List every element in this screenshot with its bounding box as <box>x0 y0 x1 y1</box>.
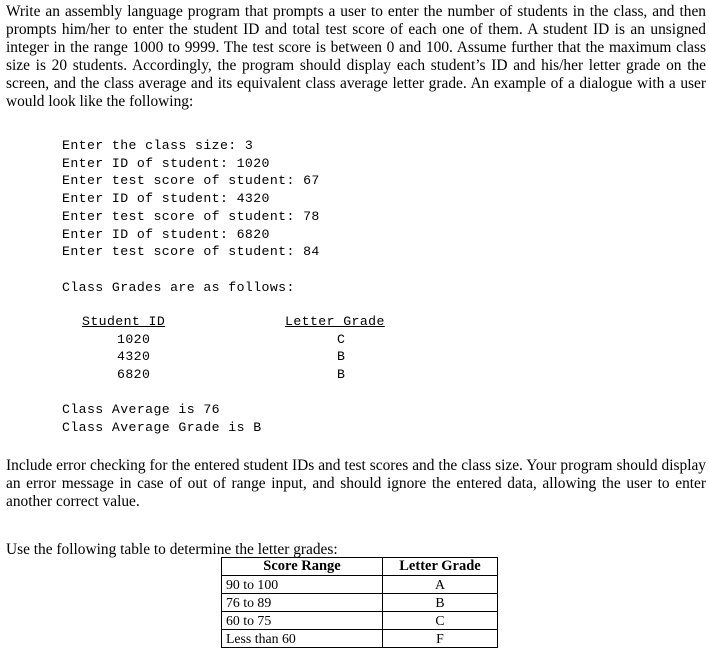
letter-grade-cell: B <box>337 367 346 383</box>
sample-dialogue <box>62 137 320 261</box>
intro-paragraph: Write an assembly language program that prompts a user to enter the number of students in the class, and then prompts him/her to enter the student ID and total test score of each one of them. A student ID is an unsigned integer in the range 1000 to 9999. The test score is between 0 and 100. Assume further that the maximum class size is 20 students. Accordingly, the program should display each student’s ID and his/her letter grade on the screen, and the class average and its equivalent class average letter grade. An example of a dialogue with a user would look like the following: <box>6 3 706 110</box>
class-average-grade-line: Class Average Grade is B <box>62 419 262 435</box>
dialogue-line: Enter test score of student: 78 <box>62 208 320 224</box>
dialogue-line: Enter ID of student: 1020 <box>62 155 270 171</box>
sample-table-row <box>82 331 385 349</box>
grade-table-row <box>222 612 498 630</box>
class-average-line: Class Average is 76 <box>62 402 220 417</box>
letter-grade-cell: F <box>383 630 498 648</box>
score-range-cell: 60 to 75 <box>222 612 383 630</box>
score-range-header: Score Range <box>222 558 383 576</box>
student-id-cell: 6820 <box>117 367 151 383</box>
dialogue-line: Enter ID of student: 4320 <box>62 191 270 207</box>
grades-heading: Class Grades are as follows: <box>62 280 295 295</box>
sample-table-row <box>82 366 385 384</box>
grade-table-row <box>222 594 498 612</box>
letter-grade-cell: B <box>337 349 346 365</box>
grade-table-row <box>222 576 498 594</box>
sample-output-table <box>82 313 385 384</box>
letter-grade-header: Letter Grade <box>383 558 498 576</box>
letter-grade-cell: C <box>383 612 498 630</box>
sample-table-row <box>82 348 385 366</box>
student-id-cell: 4320 <box>117 349 151 365</box>
dialogue-line: Enter the class size: 3 <box>62 138 254 153</box>
dialogue-line: Enter test score of student: 67 <box>62 173 320 189</box>
letter-grade-header: Letter Grade <box>285 314 385 329</box>
letter-grade-table <box>221 557 498 648</box>
error-checking-paragraph: Include error checking for the entered student IDs and test scores and the class size. Your program should display an error message in case of out of range input, and should ignore the entered data, allowing the user to enter another correct value. <box>6 457 706 510</box>
dialogue-line: Enter ID of student: 6820 <box>62 226 270 242</box>
grade-table-intro: Use the following table to determine the letter grades: <box>6 541 338 558</box>
letter-grade-cell: B <box>383 594 498 612</box>
student-id-header: Student ID <box>82 314 166 329</box>
score-range-cell: Less than 60 <box>222 630 383 648</box>
letter-grade-cell: A <box>383 576 498 594</box>
score-range-cell: 76 to 89 <box>222 594 383 612</box>
grade-table-row <box>222 630 498 648</box>
class-average-block <box>62 401 262 436</box>
score-range-cell: 90 to 100 <box>222 576 383 594</box>
letter-grade-cell: C <box>337 331 346 347</box>
grade-table-header-row <box>222 558 498 576</box>
sample-table-header <box>82 313 385 331</box>
student-id-cell: 1020 <box>117 331 151 347</box>
dialogue-line: Enter test score of student: 84 <box>62 244 320 260</box>
